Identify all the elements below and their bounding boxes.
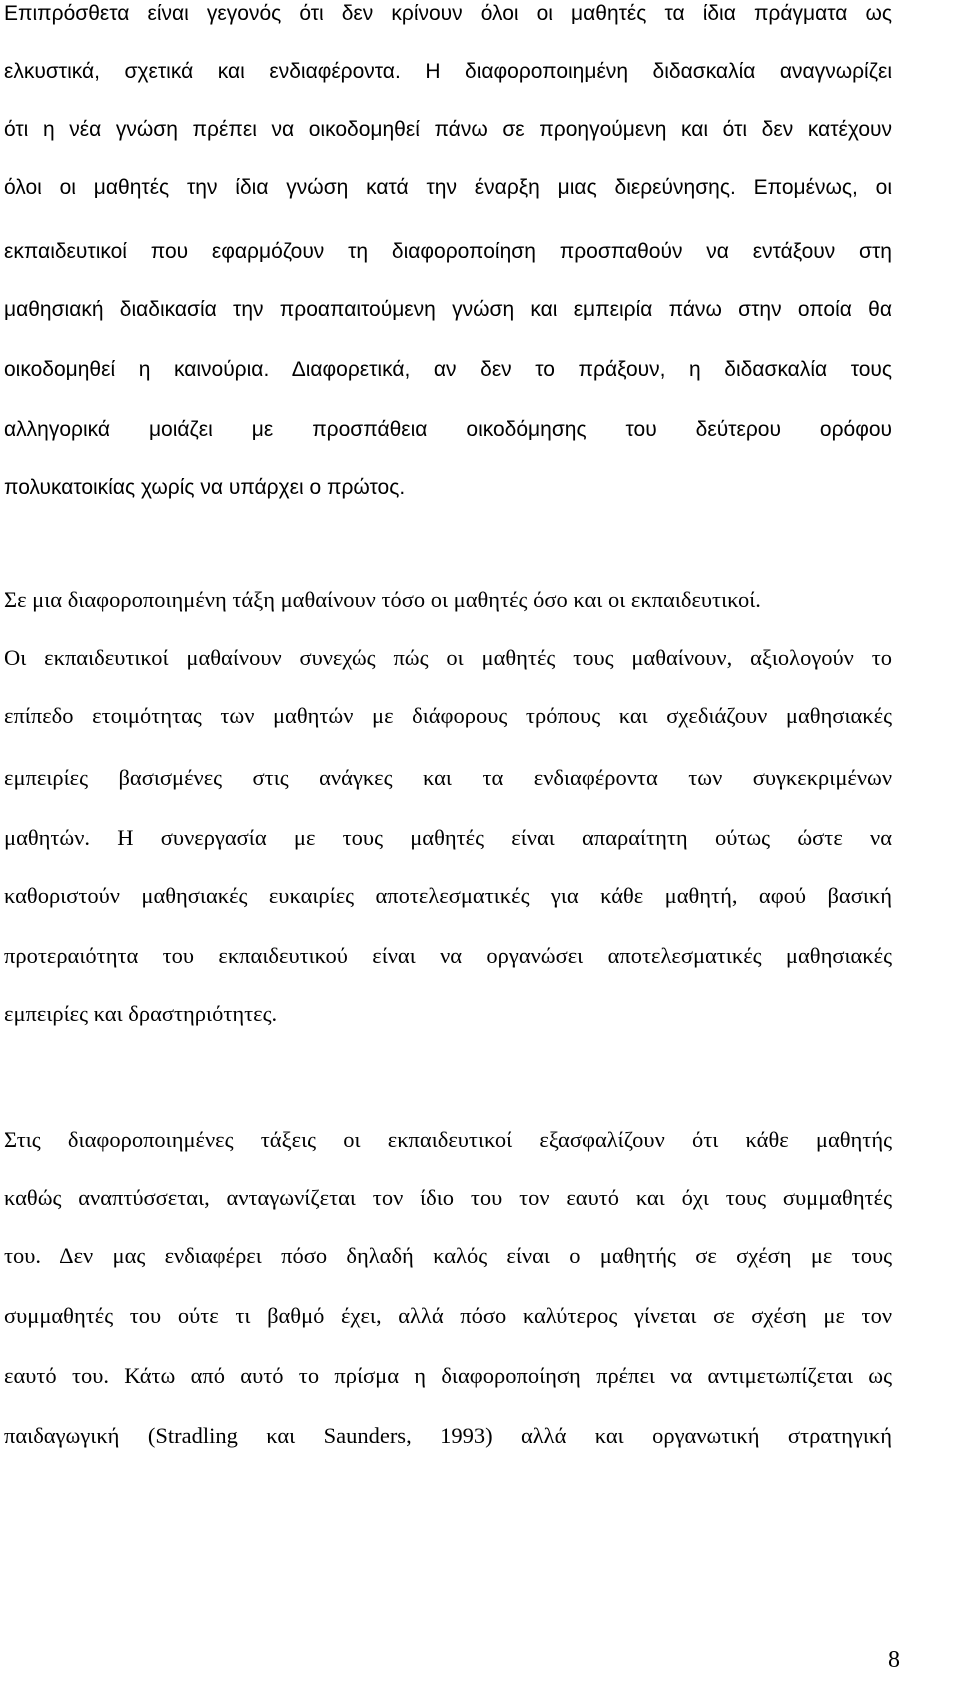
text-line: επίπεδο ετοιμότητας των μαθητών με διάφορους τρόπους και σχεδιάζουν μαθησιακές [4, 703, 892, 728]
text-line: εκπαιδευτικοί που εφαρμόζουν τη διαφοροποίηση προσπαθούν να εντάξουν στη [4, 240, 892, 263]
text-line: εμπειρίες και δραστηριότητες. [4, 1001, 278, 1026]
text-line: εαυτό του. Κάτω από αυτό το πρίσμα η διαφοροποίηση πρέπει να αντιμετωπίζεται ως [4, 1363, 892, 1388]
text-line: όλοι οι μαθητές την ίδια γνώση κατά την έναρξη μιας διερεύνησης. Επομένως, οι [4, 176, 892, 199]
text-line: αλληγορικά μοιάζει με προσπάθεια οικοδόμησης του δεύτερου ορόφου [4, 418, 892, 441]
text-line: Επιπρόσθετα είναι γεγονός ότι δεν κρίνουν όλοι οι μαθητές τα ίδια πράγματα ως [4, 2, 892, 25]
text-line: μαθητών. Η συνεργασία με τους μαθητές είναι απαραίτητη ούτως ώστε να [4, 825, 892, 850]
page-number: 8 [888, 1647, 900, 1673]
text-line: καθοριστούν μαθησιακές ευκαιρίες αποτελεσματικές για κάθε μαθητή, αφού βασική [4, 883, 892, 908]
text-line: προτεραιότητα του εκπαιδευτικού είναι να οργανώσει αποτελεσματικές μαθησιακές [4, 943, 892, 968]
text-line: Στις διαφοροποιημένες τάξεις οι εκπαιδευτικοί εξασφαλίζουν ότι κάθε μαθητής [4, 1127, 892, 1152]
text-line: Σε μια διαφοροποιημένη τάξη μαθαίνουν τόσο οι μαθητές όσο και οι εκπαιδευτικοί. [4, 587, 761, 612]
text-line: ελκυστικά, σχετικά και ενδιαφέροντα. Η διαφοροποιημένη διδασκαλία αναγνωρίζει [4, 60, 892, 83]
text-line: μαθησιακή διαδικασία την προαπαιτούμενη γνώση και εμπειρία πάνω στην οποία θα [4, 298, 892, 321]
text-line: Οι εκπαιδευτικοί μαθαίνουν συνεχώς πώς οι μαθητές τους μαθαίνουν, αξιολογούν το [4, 645, 892, 670]
text-line: του. Δεν μας ενδιαφέρει πόσο δηλαδή καλός είναι ο μαθητής σε σχέση με τους [4, 1243, 892, 1268]
text-line: οικοδομηθεί η καινούρια. Διαφορετικά, αν δεν το πράξουν, η διδασκαλία τους [4, 358, 892, 381]
text-line: πολυκατοικίας χωρίς να υπάρχει ο πρώτος. [4, 476, 406, 499]
text-line: καθώς αναπτύσσεται, ανταγωνίζεται τον ίδιο του τον εαυτό και όχι τους συμμαθητές [4, 1185, 892, 1210]
text-line: εμπειρίες βασισμένες στις ανάγκες και τα ενδιαφέροντα των συγκεκριμένων [4, 765, 892, 790]
text-line: παιδαγωγική (Stradling και Saunders, 1993) αλλά και οργανωτική στρατηγική [4, 1423, 892, 1448]
text-line: ότι η νέα γνώση πρέπει να οικοδομηθεί πάνω σε προηγούμενη και ότι δεν κατέχουν [4, 118, 892, 141]
text-line: συμμαθητές του ούτε τι βαθμό έχει, αλλά πόσο καλύτερος γίνεται σε σχέση με τον [4, 1303, 892, 1328]
